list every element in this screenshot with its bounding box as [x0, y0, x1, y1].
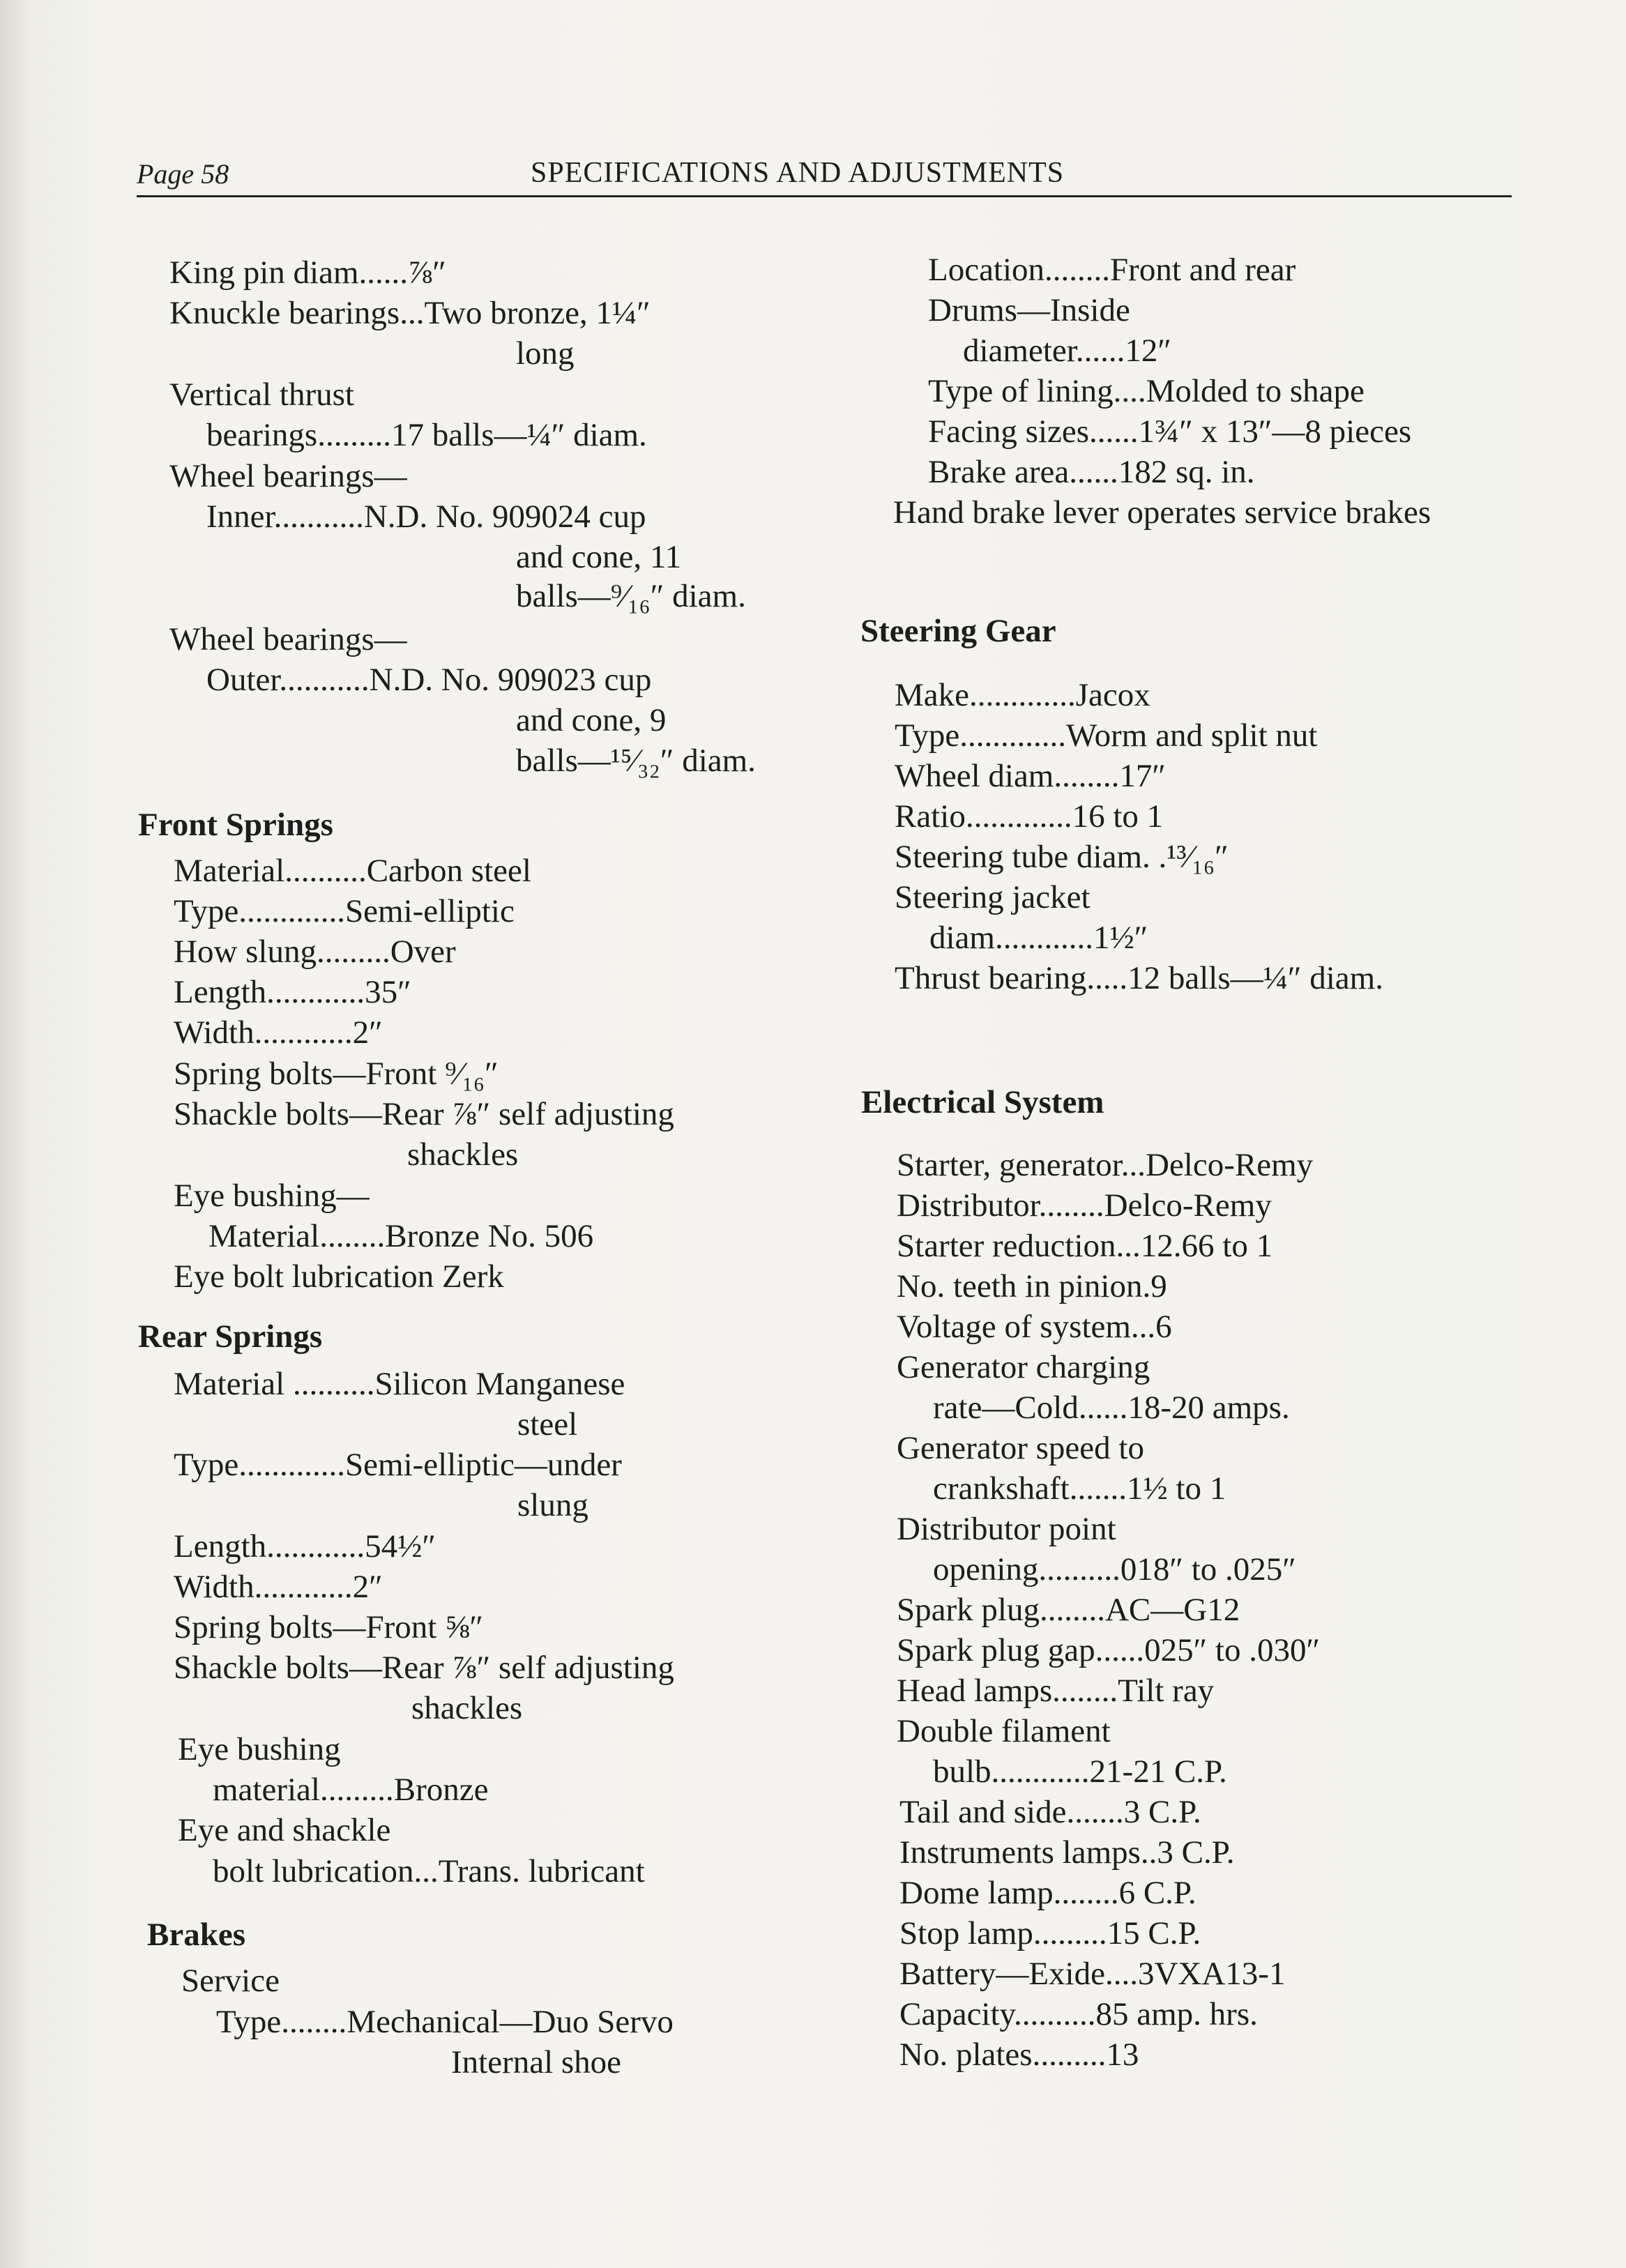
spec-line: Width............2″	[174, 1569, 383, 1605]
spec-line: How slung.........Over	[174, 934, 456, 970]
spec-line: Tail and side.......3 C.P.	[899, 1794, 1201, 1830]
spec-line: bolt lubrication...Trans. lubricant	[213, 1853, 645, 1889]
section-heading-steering-gear: Steering Gear	[860, 613, 1056, 649]
spec-line: Type.............Worm and split nut	[895, 717, 1318, 754]
spec-line: Eye and shackle	[178, 1812, 391, 1848]
running-title: SPECIFICATIONS AND ADJUSTMENTS	[531, 157, 1065, 189]
spec-line: Head lamps........Tilt ray	[897, 1673, 1215, 1709]
spec-line: Drums—Inside	[928, 292, 1130, 328]
spec-line: Generator charging	[897, 1349, 1150, 1385]
spec-continuation: slung	[517, 1487, 588, 1523]
spec-line: Double filament	[897, 1713, 1111, 1749]
spec-line: Instruments lamps..3 C.P.	[899, 1834, 1235, 1871]
spec-line: rate—Cold......18-20 amps.	[933, 1390, 1290, 1426]
spec-line: Thrust bearing.....12 balls—¼″ diam.	[895, 960, 1383, 996]
spec-line: Starter, generator...Delco-Remy	[897, 1147, 1314, 1183]
spec-continuation: steel	[517, 1406, 578, 1443]
spec-line: Type.............Semi-elliptic	[174, 893, 515, 929]
spec-king-pin: King pin diam......⅞″	[169, 254, 446, 291]
spec-line: Eye bushing	[178, 1731, 341, 1767]
section-heading-front-springs: Front Springs	[138, 807, 333, 843]
spec-line: Material........Bronze No. 506	[208, 1218, 594, 1254]
spec-line: Dome lamp........6 C.P.	[899, 1875, 1196, 1911]
spec-line: No. plates.........13	[899, 2037, 1139, 2073]
spec-line: Stop lamp.........15 C.P.	[899, 1915, 1201, 1951]
section-heading-brakes: Brakes	[147, 1917, 245, 1953]
spec-line: Facing sizes......1¾″ x 13″—8 pieces	[928, 413, 1412, 450]
spec-line: opening..........018″ to .025″	[933, 1551, 1296, 1588]
spec-continuation: balls—⁹⁄₁₆″ diam.	[516, 578, 746, 614]
spec-continuation: balls—¹⁵⁄₃₂″ diam.	[516, 743, 756, 779]
spec-knuckle-bearings: Knuckle bearings...Two bronze, 1¼″	[169, 295, 651, 331]
spec-line: Material..........Carbon steel	[174, 853, 531, 889]
spec-wheel-bearings: Wheel bearings—	[169, 621, 407, 657]
spec-line: Starter reduction...12.66 to 1	[897, 1228, 1273, 1264]
spec-continuation: and cone, 11	[516, 539, 682, 575]
spec-line: Width............2″	[174, 1014, 383, 1051]
spec-line: Voltage of system...6	[897, 1309, 1172, 1345]
section-heading-rear-springs: Rear Springs	[138, 1318, 323, 1355]
page-header	[137, 155, 1512, 197]
spec-line: Type.............Semi-elliptic—under	[174, 1447, 622, 1483]
spec-line: Steering tube diam. .¹³⁄₁₆″	[895, 839, 1229, 875]
spec-line: Wheel diam........17″	[895, 758, 1166, 794]
spec-line: Battery—Exide....3VXA13-1	[899, 1956, 1286, 1992]
spec-line: Service	[181, 1963, 280, 1999]
spec-line: Eye bolt lubrication Zerk	[174, 1258, 504, 1295]
spec-line: Shackle bolts—Rear ⅞″ self adjusting	[174, 1650, 674, 1686]
spec-line: Spark plug........AC—G12	[897, 1592, 1240, 1628]
spec-line: bulb............21-21 C.P.	[933, 1753, 1227, 1790]
spec-line: Generator speed to	[897, 1430, 1144, 1466]
spec-line: Shackle bolts—Rear ⅞″ self adjusting	[174, 1096, 674, 1132]
spec-line: Distributor point	[897, 1511, 1116, 1547]
spec-line: Brake area......182 sq. in.	[928, 454, 1255, 490]
spec-line: Length............35″	[174, 974, 411, 1010]
spec-line: Spring bolts—Front ⁹⁄₁₆″	[174, 1056, 499, 1092]
spec-line: Make.............Jacox	[895, 677, 1150, 713]
spec-line: Length............54½″	[174, 1528, 436, 1565]
spec-wheel-bearings-inner: Inner...........N.D. No. 909024 cup	[206, 498, 646, 535]
spec-wheel-bearings: Wheel bearings—	[169, 458, 407, 494]
spec-line: material.........Bronze	[213, 1772, 489, 1808]
section-heading-electrical-system: Electrical System	[861, 1084, 1104, 1120]
spec-line: diam............1½″	[929, 920, 1148, 956]
spec-line: Ratio.............16 to 1	[895, 798, 1164, 835]
spec-line: Material ..........Silicon Manganese	[174, 1366, 625, 1402]
spec-line: Steering jacket	[895, 879, 1091, 915]
spec-continuation: shackles	[411, 1690, 523, 1726]
spec-continuation: and cone, 9	[516, 702, 667, 738]
spec-line: Distributor........Delco-Remy	[897, 1187, 1272, 1224]
spec-line: crankshaft.......1½ to 1	[933, 1470, 1226, 1507]
spec-line: Type........Mechanical—Duo Servo	[216, 2004, 674, 2040]
spec-continuation: shackles	[407, 1136, 519, 1173]
spec-line: Capacity..........85 amp. hrs.	[899, 1996, 1258, 2032]
spec-vertical-thrust: Vertical thrust	[169, 376, 354, 413]
spec-line: Type of lining....Molded to shape	[928, 373, 1365, 409]
spec-line: Eye bushing—	[174, 1178, 370, 1214]
spec-continuation: Internal shoe	[451, 2044, 622, 2080]
spec-line: Spring bolts—Front ⅝″	[174, 1609, 483, 1645]
spec-vertical-thrust-bearings: bearings.........17 balls—¼″ diam.	[206, 417, 647, 453]
spec-line: diameter......12″	[963, 333, 1171, 369]
spec-line: No. teeth in pinion.9	[897, 1268, 1167, 1304]
spec-line: Spark plug gap......025″ to .030″	[897, 1632, 1321, 1668]
spec-wheel-bearings-outer: Outer...........N.D. No. 909023 cup	[206, 662, 652, 698]
page-number: Page 58	[137, 158, 229, 190]
spec-line: Hand brake lever operates service brakes	[893, 494, 1431, 531]
spec-line: Location........Front and rear	[928, 252, 1296, 288]
spec-continuation: long	[516, 335, 575, 372]
